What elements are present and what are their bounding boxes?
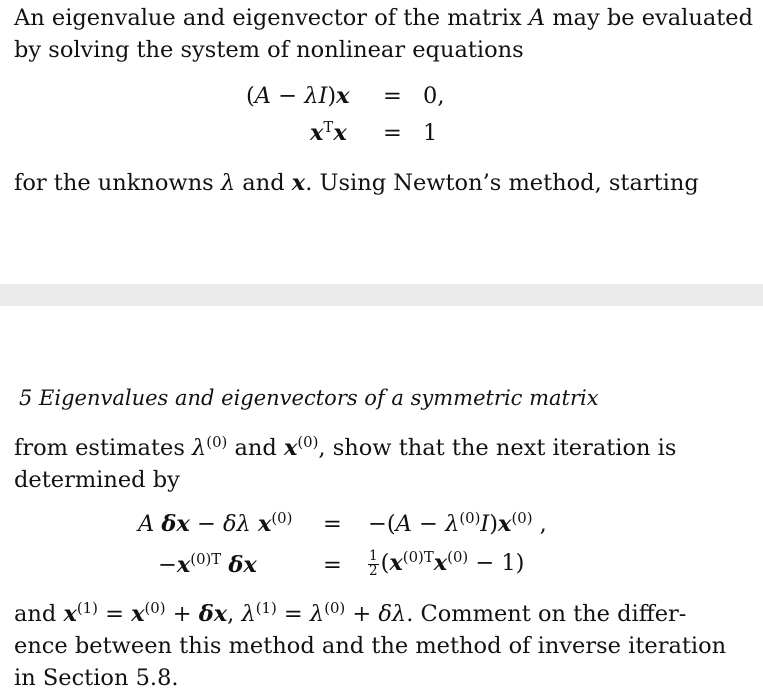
page1-equation-2-rhs: 1 [423, 120, 438, 146]
one-half-fraction: $\frac{1}{2}$ [369, 548, 378, 579]
page2-line-5: in Section 5.8. [14, 665, 179, 691]
page2-line-1: from estimates $\lambda^{(0)}$ and $x^{(0)}$, show that the next iteration is [14, 432, 677, 461]
page1-equation-1-equals: = [383, 83, 402, 109]
page2-line-3: and $x^{(1)} = x^{(0)} + \delta x$, $\lambda^{(1)} = \lambda^{(0)} + \delta\lambda$. Comment on the differ- [14, 598, 687, 627]
page2-equation-2-lhs: $-x^{(0)T}$ δx [158, 549, 257, 578]
page1-equation-2-equals: = [383, 120, 402, 146]
page-separator [0, 284, 763, 306]
page1-equation-1-lhs: (A − λI)x [246, 83, 350, 109]
page2-equation-2-equals: = [323, 552, 342, 578]
page2-line-2: determined by [14, 467, 180, 493]
page2-equation-1-lhs: A δx − δλ $x^{(0)}$ [138, 508, 293, 537]
page1-line-2: by solving the system of nonlinear equations [14, 37, 524, 63]
page1-equation-2-lhs: $x^Tx$ [310, 117, 347, 146]
page1-line-3: for the unknowns λ and x. Using Newton’s method, starting [14, 170, 699, 196]
page2-equation-1-equals: = [323, 511, 342, 537]
page2-line-4: ence between this method and the method of inverse iteration [14, 633, 727, 659]
page1-line-1: An eigenvalue and eigenvector of the matrix A may be evaluated [14, 5, 754, 31]
page1-equation-1-rhs: 0, [423, 83, 445, 109]
page2-equation-1-rhs: $-(A - \lambda^{(0)}I)x^{(0)}$ , [368, 508, 547, 537]
page2-equation-2-rhs: $\frac{1}{2}$ $(x^{(0)T}x^{(0)} - 1)$ [369, 547, 525, 579]
running-header: 5 Eigenvalues and eigenvectors of a symmetric matrix [19, 386, 599, 410]
